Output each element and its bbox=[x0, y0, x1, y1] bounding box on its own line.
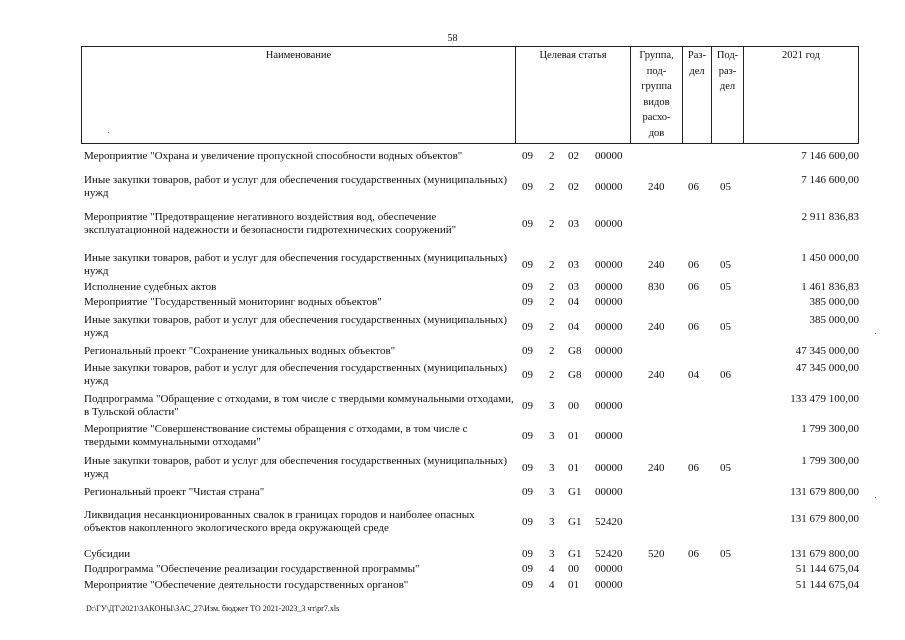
target-direction-cell: 00000 bbox=[595, 369, 623, 381]
row-name: Подпрограмма "Обращение с отходами, в том числе с твердыми коммунальными отходами, в Тульской области" bbox=[84, 393, 514, 418]
target-direction-cell: 00000 bbox=[595, 563, 623, 575]
target-section-cell: 09 bbox=[522, 259, 533, 271]
header-year: 2021 год bbox=[743, 46, 859, 144]
target-section-cell: 09 bbox=[522, 462, 533, 474]
target-subprogram-cell: 2 bbox=[549, 150, 555, 162]
target-direction-cell: 00000 bbox=[595, 296, 623, 308]
target-direction-cell: 00000 bbox=[595, 259, 623, 271]
target-section-cell: 09 bbox=[522, 486, 533, 498]
target-direction-cell: 52420 bbox=[595, 516, 623, 528]
amount-cell: 1 461 836,83 bbox=[801, 281, 859, 293]
table-row bbox=[0, 314, 905, 340]
target-subprogram-cell: 4 bbox=[549, 563, 555, 575]
target-subprogram-cell: 2 bbox=[549, 369, 555, 381]
table-row bbox=[0, 579, 905, 592]
table-row bbox=[0, 150, 905, 163]
row-name: Мероприятие "Государственный мониторинг водных объектов" bbox=[84, 296, 382, 308]
target-direction-cell: 00000 bbox=[595, 181, 623, 193]
target-direction-cell: 00000 bbox=[595, 281, 623, 293]
header-group-line: Группа, bbox=[639, 50, 674, 61]
target-section-cell: 09 bbox=[522, 548, 533, 560]
table-row bbox=[0, 296, 905, 309]
target-event-cell: 03 bbox=[568, 259, 579, 271]
table-row bbox=[0, 393, 905, 419]
scan-speck bbox=[108, 132, 109, 133]
target-event-cell: G1 bbox=[568, 548, 582, 560]
amount-cell: 385 000,00 bbox=[809, 296, 859, 308]
target-section-cell: 09 bbox=[522, 516, 533, 528]
row-name: Региональный проект "Чистая страна" bbox=[84, 486, 265, 498]
table-row bbox=[0, 281, 905, 294]
header-name: Наименование bbox=[81, 46, 516, 144]
target-subprogram-cell: 4 bbox=[549, 579, 555, 591]
target-event-cell: 03 bbox=[568, 218, 579, 230]
target-event-cell: 04 bbox=[568, 296, 579, 308]
target-event-cell: 02 bbox=[568, 150, 579, 162]
amount-cell: 1 799 300,00 bbox=[801, 455, 859, 467]
row-name: Ликвидация несанкционированных свалок в границах городов и наиболее опасных объектов накопленного экологического вреда окружающей среде bbox=[84, 509, 475, 534]
header-group-line: дов bbox=[648, 127, 665, 139]
target-subprogram-cell: 2 bbox=[549, 345, 555, 357]
row-name: Региональный проект "Сохранение уникальных водных объектов" bbox=[84, 345, 396, 357]
target-direction-cell: 00000 bbox=[595, 150, 623, 162]
header-razdel-line: Раз- bbox=[687, 50, 707, 61]
podrazdel-cell: 06 bbox=[720, 369, 731, 381]
row-name: Иные закупки товаров, работ и услуг для обеспечения государственных (муниципальных) нужд bbox=[84, 174, 508, 199]
header-group-line: группа bbox=[641, 81, 672, 92]
table-row bbox=[0, 174, 905, 200]
target-event-cell: G1 bbox=[568, 516, 582, 528]
podrazdel-cell: 05 bbox=[720, 259, 731, 271]
header-podrazdel-line: дел bbox=[719, 81, 736, 92]
razdel-cell: 06 bbox=[688, 281, 699, 293]
table-row bbox=[0, 563, 905, 576]
expense-group-cell: 240 bbox=[648, 181, 665, 193]
target-section-cell: 09 bbox=[522, 181, 533, 193]
target-section-cell: 09 bbox=[522, 400, 533, 412]
header-razdel-line: дел bbox=[689, 65, 705, 77]
row-name: Иные закупки товаров, работ и услуг для обеспечения государственных (муниципальных) нужд bbox=[84, 455, 508, 480]
target-section-cell: 09 bbox=[522, 430, 533, 442]
target-event-cell: G8 bbox=[568, 345, 582, 357]
target-direction-cell: 00000 bbox=[595, 462, 623, 474]
header-group-line: под- bbox=[646, 65, 667, 77]
table-row bbox=[0, 345, 905, 358]
target-subprogram-cell: 2 bbox=[549, 218, 555, 230]
table-row bbox=[0, 509, 905, 535]
amount-cell: 131 679 800,00 bbox=[790, 548, 859, 560]
target-section-cell: 09 bbox=[522, 369, 533, 381]
expense-group-cell: 240 bbox=[648, 369, 665, 381]
target-event-cell: 01 bbox=[568, 430, 579, 442]
target-direction-cell: 00000 bbox=[595, 400, 623, 412]
target-subprogram-cell: 3 bbox=[549, 430, 555, 442]
row-name: Мероприятие "Предотвращение негативного воздействия вод, обеспечение эксплуатационной надежности и безопасности гидротехнических сооружений" bbox=[84, 211, 457, 236]
amount-cell: 47 345 000,00 bbox=[795, 345, 859, 357]
row-name: Иные закупки товаров, работ и услуг для обеспечения государственных (муниципальных) нужд bbox=[84, 314, 508, 339]
target-subprogram-cell: 2 bbox=[549, 281, 555, 293]
target-subprogram-cell: 3 bbox=[549, 516, 555, 528]
podrazdel-cell: 05 bbox=[720, 548, 731, 560]
header-group-line: расхо- bbox=[642, 112, 671, 123]
target-direction-cell: 00000 bbox=[595, 345, 623, 357]
row-name: Мероприятие "Совершенствование системы обращения с отходами, в том числе с твердыми коммунальными отходами" bbox=[84, 423, 468, 448]
table-row bbox=[0, 455, 905, 481]
expense-group-cell: 240 bbox=[648, 462, 665, 474]
amount-cell: 7 146 600,00 bbox=[801, 150, 859, 162]
expense-group-cell: 240 bbox=[648, 259, 665, 271]
target-subprogram-cell: 3 bbox=[549, 400, 555, 412]
target-subprogram-cell: 2 bbox=[549, 321, 555, 333]
amount-cell: 133 479 100,00 bbox=[790, 393, 859, 405]
target-subprogram-cell: 3 bbox=[549, 548, 555, 560]
target-section-cell: 09 bbox=[522, 563, 533, 575]
target-section-cell: 09 bbox=[522, 150, 533, 162]
target-direction-cell: 00000 bbox=[595, 218, 623, 230]
row-name: Субсидии bbox=[84, 548, 131, 560]
row-name: Иные закупки товаров, работ и услуг для обеспечения государственных (муниципальных) нужд bbox=[84, 362, 508, 387]
target-subprogram-cell: 2 bbox=[549, 259, 555, 271]
target-event-cell: 00 bbox=[568, 563, 579, 575]
target-subprogram-cell: 2 bbox=[549, 296, 555, 308]
header-group-line: видов bbox=[643, 96, 670, 108]
amount-cell: 47 345 000,00 bbox=[795, 362, 859, 374]
amount-cell: 1 799 300,00 bbox=[801, 423, 859, 435]
target-direction-cell: 00000 bbox=[595, 486, 623, 498]
target-subprogram-cell: 2 bbox=[549, 181, 555, 193]
row-name: Подпрограмма "Обеспечение реализации государственной программы" bbox=[84, 563, 420, 575]
header-podrazdel-line: Под- bbox=[716, 50, 739, 61]
target-direction-cell: 00000 bbox=[595, 430, 623, 442]
target-direction-cell: 00000 bbox=[595, 321, 623, 333]
header-podrazdel-line: раз- bbox=[718, 65, 737, 77]
amount-cell: 385 000,00 bbox=[809, 314, 859, 326]
header-target-article: Целевая статья bbox=[515, 46, 631, 144]
target-section-cell: 09 bbox=[522, 321, 533, 333]
podrazdel-cell: 05 bbox=[720, 462, 731, 474]
amount-cell: 51 144 675,04 bbox=[795, 563, 859, 575]
razdel-cell: 06 bbox=[688, 259, 699, 271]
target-section-cell: 09 bbox=[522, 281, 533, 293]
target-event-cell: 02 bbox=[568, 181, 579, 193]
row-name: Исполнение судебных актов bbox=[84, 281, 217, 293]
amount-cell: 131 679 800,00 bbox=[790, 486, 859, 498]
target-event-cell: G8 bbox=[568, 369, 582, 381]
amount-cell: 2 911 836,83 bbox=[801, 211, 859, 223]
razdel-cell: 06 bbox=[688, 181, 699, 193]
razdel-cell: 06 bbox=[688, 548, 699, 560]
target-event-cell: 01 bbox=[568, 462, 579, 474]
expense-group-cell: 240 bbox=[648, 321, 665, 333]
header-expense-group bbox=[630, 46, 683, 144]
target-event-cell: 03 bbox=[568, 281, 579, 293]
target-event-cell: 00 bbox=[568, 400, 579, 412]
target-event-cell: G1 bbox=[568, 486, 582, 498]
page-number: 58 bbox=[447, 33, 458, 44]
table-row bbox=[0, 211, 905, 237]
table-row bbox=[0, 486, 905, 499]
podrazdel-cell: 05 bbox=[720, 321, 731, 333]
header-podrazdel bbox=[711, 46, 744, 144]
razdel-cell: 04 bbox=[688, 369, 699, 381]
target-event-cell: 01 bbox=[568, 579, 579, 591]
header-razdel bbox=[682, 46, 712, 144]
target-event-cell: 04 bbox=[568, 321, 579, 333]
target-section-cell: 09 bbox=[522, 345, 533, 357]
target-direction-cell: 52420 bbox=[595, 548, 623, 560]
target-section-cell: 09 bbox=[522, 218, 533, 230]
row-name: Мероприятие "Обеспечение деятельности государственных органов" bbox=[84, 579, 409, 591]
table-row bbox=[0, 548, 905, 561]
expense-group-cell: 520 bbox=[648, 548, 665, 560]
amount-cell: 1 450 000,00 bbox=[801, 252, 859, 264]
target-subprogram-cell: 3 bbox=[549, 486, 555, 498]
razdel-cell: 06 bbox=[688, 321, 699, 333]
table-row bbox=[0, 362, 905, 388]
target-section-cell: 09 bbox=[522, 579, 533, 591]
amount-cell: 51 144 675,04 bbox=[795, 579, 859, 591]
podrazdel-cell: 05 bbox=[720, 181, 731, 193]
amount-cell: 7 146 600,00 bbox=[801, 174, 859, 186]
table-row bbox=[0, 423, 905, 449]
podrazdel-cell: 05 bbox=[720, 281, 731, 293]
amount-cell: 131 679 800,00 bbox=[790, 513, 859, 525]
row-name: Мероприятие "Охрана и увеличение пропускной способности водных объектов" bbox=[84, 150, 463, 162]
file-path-footer: D:\ГУ\ДТ\2021\ЗАКОНЫ\ЗАС_27\Изм. бюджет ТО 2021-2023_3 чт\pr7.xls bbox=[86, 604, 340, 613]
table-row bbox=[0, 252, 905, 278]
target-section-cell: 09 bbox=[522, 296, 533, 308]
expense-group-cell: 830 bbox=[648, 281, 665, 293]
razdel-cell: 06 bbox=[688, 462, 699, 474]
target-subprogram-cell: 3 bbox=[549, 462, 555, 474]
row-name: Иные закупки товаров, работ и услуг для обеспечения государственных (муниципальных) нужд bbox=[84, 252, 508, 277]
target-direction-cell: 00000 bbox=[595, 579, 623, 591]
